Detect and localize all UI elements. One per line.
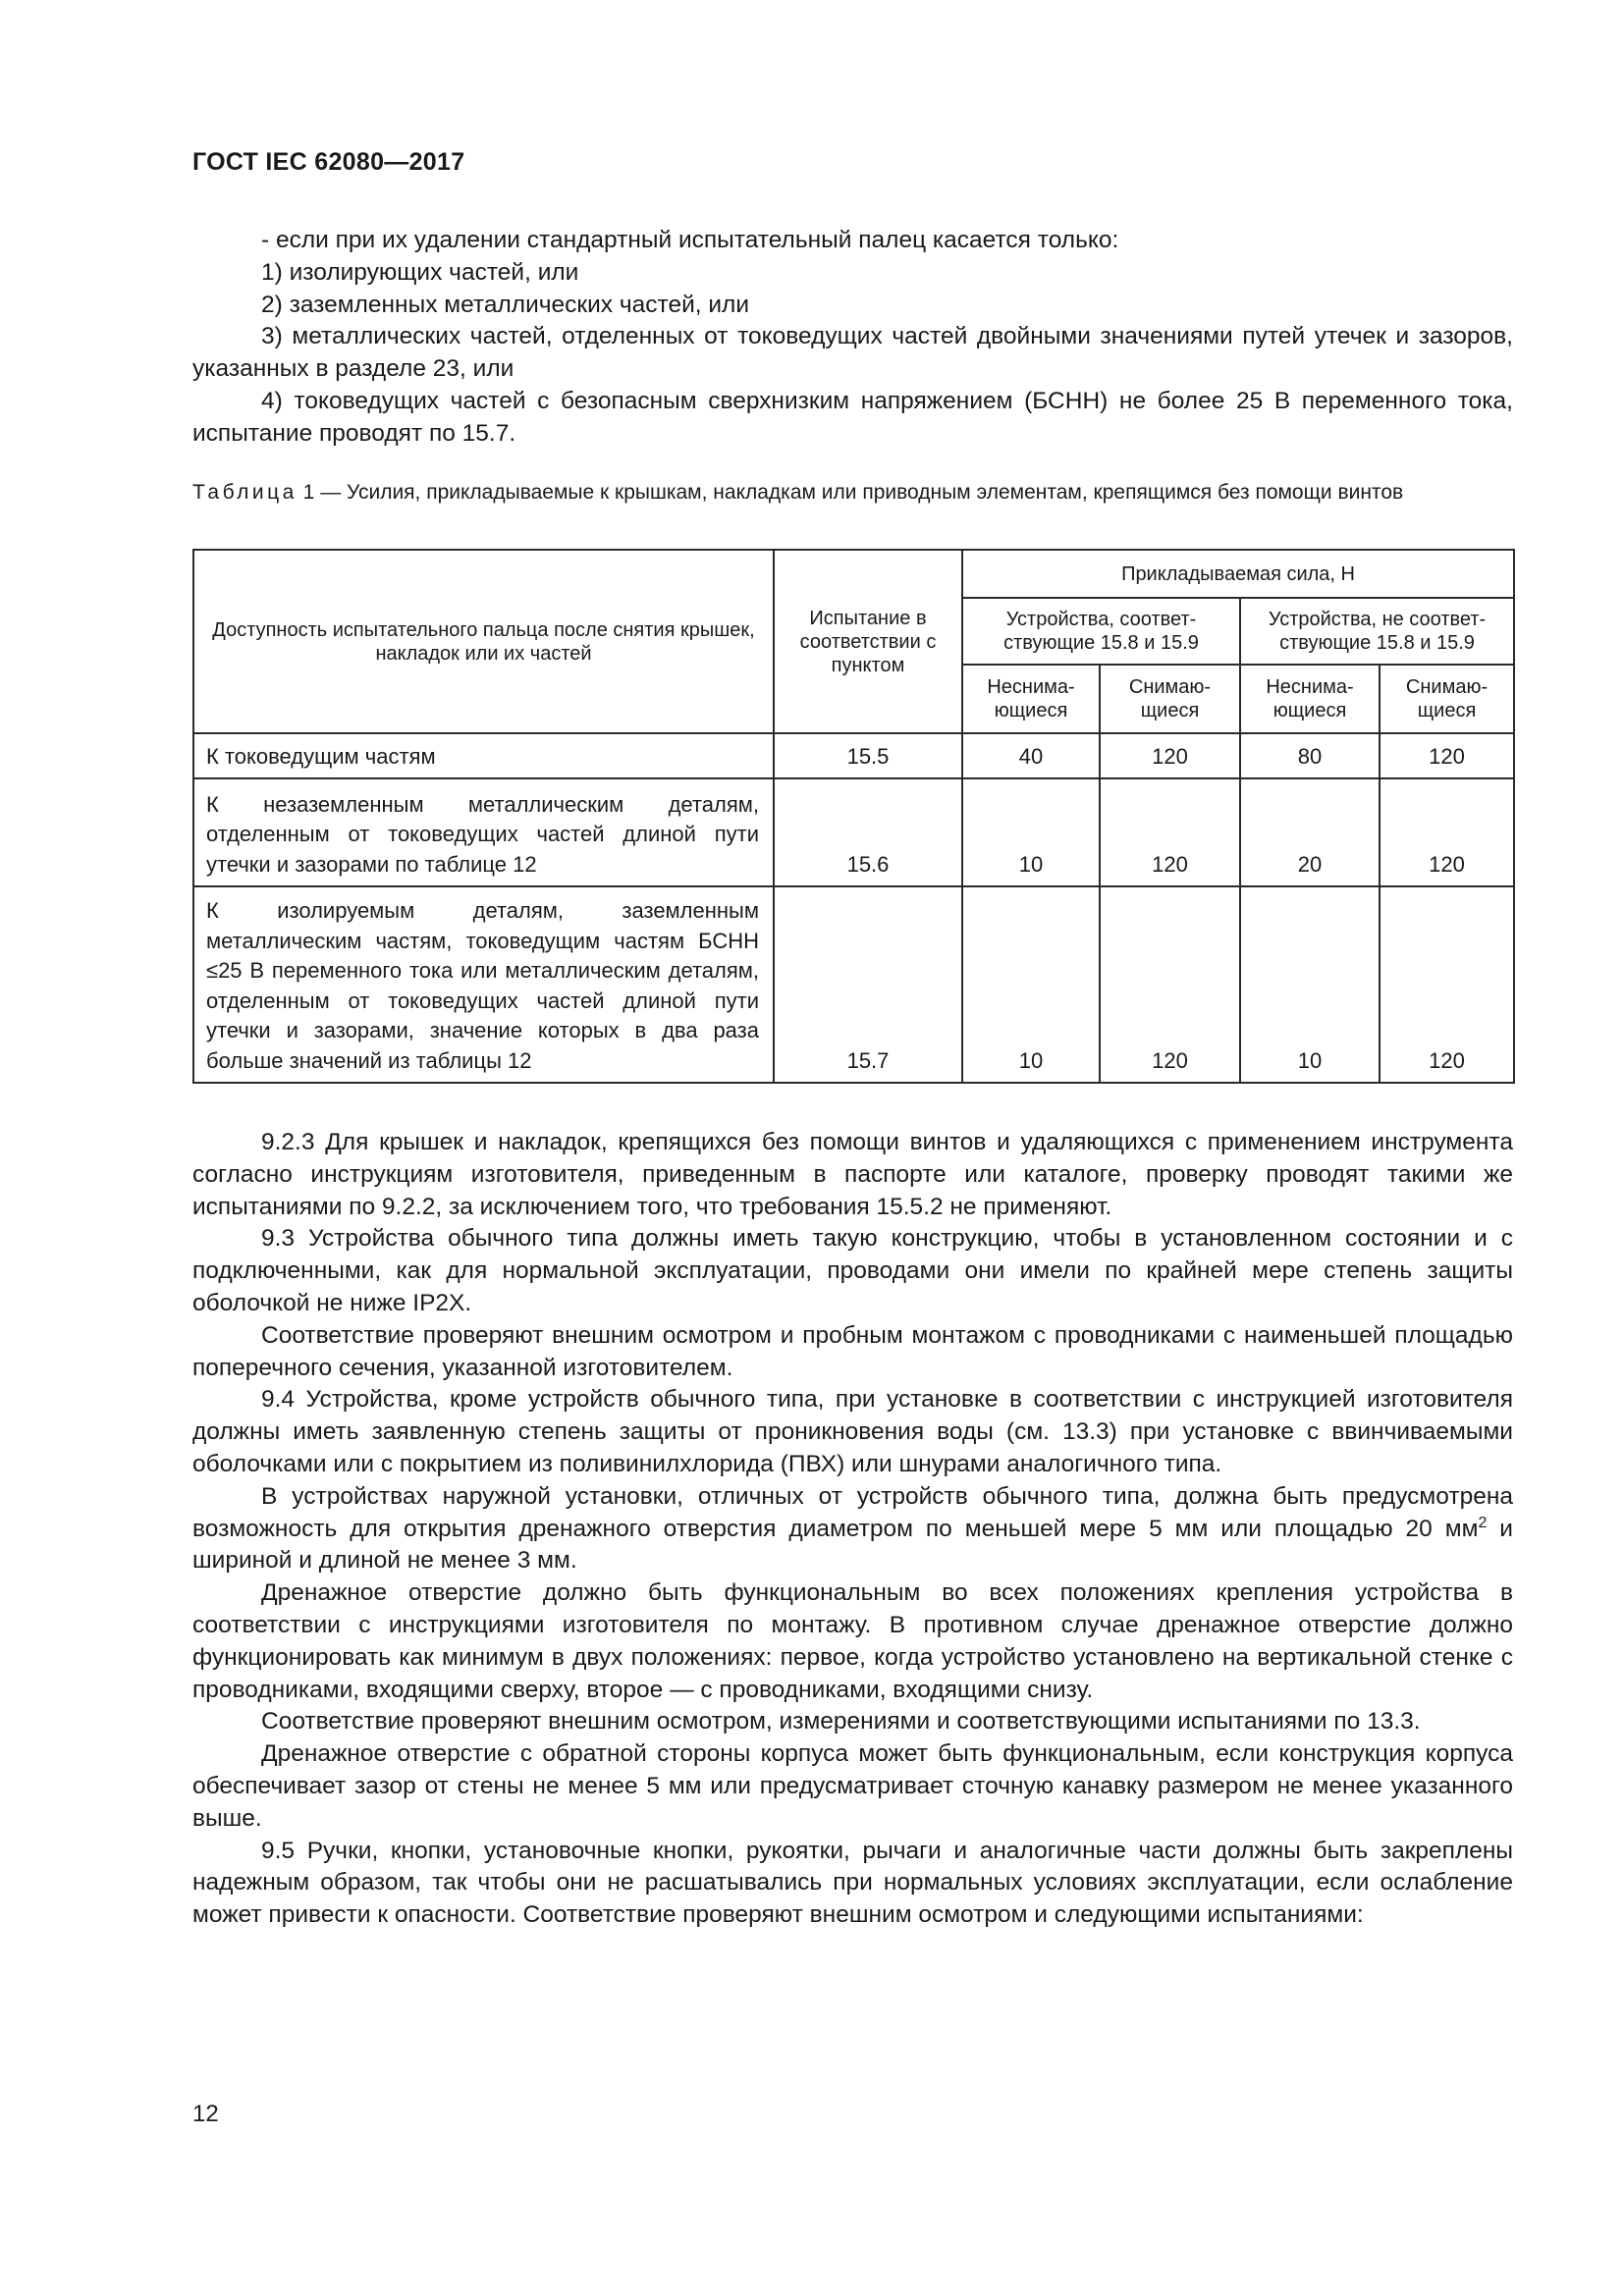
row-value: 120 <box>1380 733 1514 778</box>
row-clause: 15.5 <box>774 733 962 778</box>
paragraph-9-4: 9.4 Устройства, кроме устройств обычного типа, при установке в соответствии с инструкцией изготовителя должны иметь заявленную степень защиты от проникновения воды (см. 13.3) при установке с ввинчиваемыми оболочками или с покрытием из поливинилхлорида (ПВХ) или шнурами аналогичного типа. <box>192 1386 1513 1477</box>
header-access: Доступность испытательного пальца после снятия крышек, накладок или их частей <box>193 550 774 733</box>
intro-list <box>192 225 1513 451</box>
table-row <box>193 886 1514 1083</box>
row-value: 120 <box>1100 778 1240 886</box>
page-number: 12 <box>192 2101 219 2127</box>
header-devices-comply: Устройства, соответ-ствующие 15.8 и 15.9 <box>962 598 1240 665</box>
document-header: ГОСТ IEC 62080—2017 <box>192 148 465 176</box>
body-text <box>192 1127 1513 1932</box>
paragraph-9-3: 9.3 Устройства обычного типа должны иметь такую конструкцию, чтобы в установленном состоянии и с подключенными, как для нормальной эксплуатации, проводами они имели по крайней мере степень защиты оболочкой не ниже IP2X. <box>192 1225 1513 1316</box>
paragraph-text: В устройствах наружной установки, отличных от устройств обычного типа, должна быть предусмотрена возможность для открытия дренажного отверстия диаметром по меньшей мере 5 мм или площадью 20 мм <box>192 1482 1513 1542</box>
header-devices-not-comply: Устройства, не соответ-ствующие 15.8 и 15.9 <box>1240 598 1514 665</box>
header-test-clause: Испытание в соответствии с пунктом <box>774 550 962 733</box>
row-value: 120 <box>1100 733 1240 778</box>
header-applied-force: Прикладываемая сила, Н <box>962 550 1514 598</box>
row-value: 40 <box>962 733 1100 778</box>
paragraph-compliance-9-3: Соответствие проверяют внешним осмотром и пробным монтажом с проводниками с наименьшей площадью поперечного сечения, указанной изготовителем. <box>192 1321 1513 1381</box>
intro-line: - если при их удалении стандартный испытательный палец касается только: <box>261 227 1119 253</box>
row-clause: 15.6 <box>774 778 962 886</box>
row-value: 10 <box>1240 886 1380 1083</box>
row-value: 10 <box>962 778 1100 886</box>
header-removable: Снимаю-щиеся <box>1380 665 1514 733</box>
paragraph-outdoor-drainage <box>192 1481 1513 1577</box>
row-value: 120 <box>1380 778 1514 886</box>
intro-line: 3) металлических частей, отделенных от токоведущих частей двойными значениями путей утечек и зазоров, указанных в разделе 23, или <box>192 323 1513 383</box>
header-non-removable: Неснима-ющиеся <box>962 665 1100 733</box>
paragraph-9-5: 9.5 Ручки, кнопки, установочные кнопки, рукоятки, рычаги и аналогичные части должны быть закреплены надежным образом, так чтобы они не расшатывались при нормальных условиях эксплуатации, если ослабление может привести к опасности. Соответствие проверяют внешним осмотром и следующими испытаниями: <box>192 1837 1513 1929</box>
row-label: К токоведущим частям <box>193 733 774 778</box>
intro-line: 4) токоведущих частей с безопасным сверхнизким напряжением (БСНН) не более 25 В переменного тока, испытание проводят по 15.7. <box>192 387 1513 447</box>
table-caption <box>192 479 1513 507</box>
row-label: К изолируемым деталям, заземленным металлическим частям, токоведущим частям БСНН ≤25 В переменного тока или металлическим деталям, отделенным от токоведущих частей длиной пути утечки и зазорами, значение которых в два раза больше значений из таблицы 12 <box>193 886 774 1083</box>
intro-line: 1) изолирующих частей, или <box>261 258 579 286</box>
table-row <box>193 733 1514 778</box>
row-value: 120 <box>1380 886 1514 1083</box>
superscript: 2 <box>1478 1514 1488 1531</box>
row-value: 80 <box>1240 733 1380 778</box>
paragraph-text: и шириной и длиной не менее 3 мм. <box>192 1515 1513 1575</box>
paragraph-9-2-3: 9.2.3 Для крышек и накладок, крепящихся без помощи винтов и удаляющихся с применением инструмента согласно инструкциям изготовителя, приведенным в паспорте или каталоге, проверку проводят такими же испытаниями по 9.2.2, за исключением того, что требования 15.5.2 не применяют. <box>192 1129 1513 1220</box>
table-row <box>193 778 1514 886</box>
row-value: 20 <box>1240 778 1380 886</box>
table-caption-text: 1 — Усилия, прикладываемые к крышкам, накладкам или приводным элементам, крепящимся без помощи винтов <box>297 481 1404 504</box>
paragraph-compliance-9-4: Соответствие проверяют внешним осмотром, измерениями и соответствующими испытаниями по 13.3. <box>261 1708 1421 1735</box>
paragraph-rear-drainage: Дренажное отверстие с обратной стороны корпуса может быть функциональным, если конструкция корпуса обеспечивает зазор от стены не менее 5 мм или предусматривает сточную канавку размером не менее указанного выше. <box>192 1740 1513 1832</box>
row-clause: 15.7 <box>774 886 962 1083</box>
table-caption-prefix: Таблица <box>192 481 298 504</box>
header-non-removable: Неснима-ющиеся <box>1240 665 1380 733</box>
intro-line: 2) заземленных металлических частей, или <box>261 291 750 318</box>
row-value: 10 <box>962 886 1100 1083</box>
paragraph-drainage-positions: Дренажное отверстие должно быть функциональным во всех положениях крепления устройства в соответствии с инструкциями изготовителя по монтажу. В противном случае дренажное отверстие должно функционировать как минимум в двух положениях: первое, когда устройство установлено на вертикальной стенке с проводниками, входящими сверху, второе — с проводниками, входящими снизу. <box>192 1579 1513 1703</box>
row-value: 120 <box>1100 886 1240 1083</box>
forces-table <box>192 549 1515 1084</box>
header-removable: Снимаю-щиеся <box>1100 665 1240 733</box>
row-label: К незаземленным металлическим деталям, отделенным от токоведущих частей длиной пути утечки и зазорами по таблице 12 <box>193 778 774 886</box>
